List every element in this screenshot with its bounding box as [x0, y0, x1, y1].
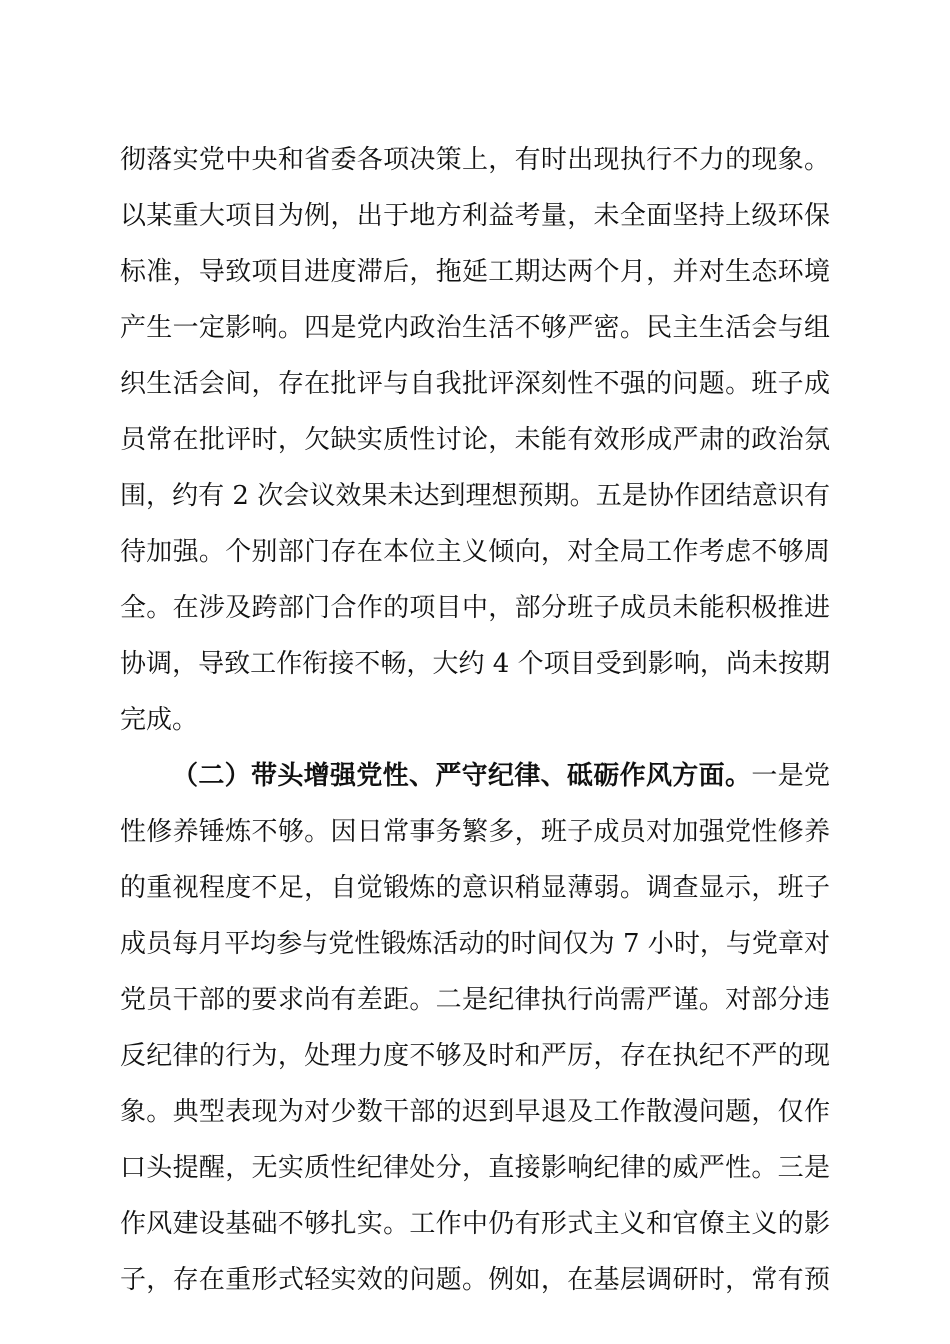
paragraph-line: 成员每月平均参与党性锻炼活动的时间仅为 7 小时，与党章对 — [120, 929, 830, 959]
paragraph-line: 员常在批评时，欠缺实质性讨论，未能有效形成严肃的政治氛 — [120, 425, 830, 455]
paragraph-line: 以某重大项目为例，出于地方利益考量，未全面坚持上级环保 — [120, 201, 830, 231]
paragraph-line: 协调，导致工作衔接不畅，大约 4 个项目受到影响，尚未按期 — [120, 649, 830, 679]
paragraph-line: 产生一定影响。四是党内政治生活不够严密。民主生活会与组 — [120, 313, 830, 343]
paragraph-line: 的重视程度不足，自觉锻炼的意识稍显薄弱。调查显示，班子 — [120, 873, 830, 903]
paragraph-line: 口头提醒，无实质性纪律处分，直接影响纪律的威严性。三是 — [120, 1153, 830, 1183]
paragraph-line: 反纪律的行为，处理力度不够及时和严厉，存在执纪不严的现 — [120, 1041, 830, 1071]
section-heading: （二）带头增强党性、严守纪律、砥砺作风方面。 — [172, 761, 752, 791]
section-heading-line — [172, 748, 830, 804]
paragraph-line: 围，约有 2 次会议效果未达到理想预期。五是协作团结意识有 — [120, 481, 830, 511]
paragraph-line: 性修养锤炼不够。因日常事务繁多，班子成员对加强党性修养 — [120, 817, 830, 847]
paragraph-line: 织生活会间，存在批评与自我批评深刻性不强的问题。班子成 — [120, 369, 830, 399]
paragraph-line: 标准，导致项目进度滞后，拖延工期达两个月，并对生态环境 — [120, 257, 830, 287]
paragraph-line: 象。典型表现为对少数干部的迟到早退及工作散漫问题，仅作 — [120, 1097, 830, 1127]
paragraph-line: 完成。 — [120, 705, 199, 735]
section-heading-continuation: 一是党 — [751, 761, 830, 791]
paragraph-line: 全。在涉及跨部门合作的项目中，部分班子成员未能积极推进 — [120, 593, 830, 623]
paragraph-line: 彻落实党中央和省委各项决策上，有时出现执行不力的现象。 — [120, 145, 830, 175]
paragraph-line: 子，存在重形式轻实效的问题。例如，在基层调研时，常有预 — [120, 1265, 830, 1295]
paragraph-line: 待加强。个别部门存在本位主义倾向，对全局工作考虑不够周 — [120, 537, 830, 567]
paragraph-line: 党员干部的要求尚有差距。二是纪律执行尚需严谨。对部分违 — [120, 985, 830, 1015]
paragraph-line: 作风建设基础不够扎实。工作中仍有形式主义和官僚主义的影 — [120, 1209, 830, 1239]
